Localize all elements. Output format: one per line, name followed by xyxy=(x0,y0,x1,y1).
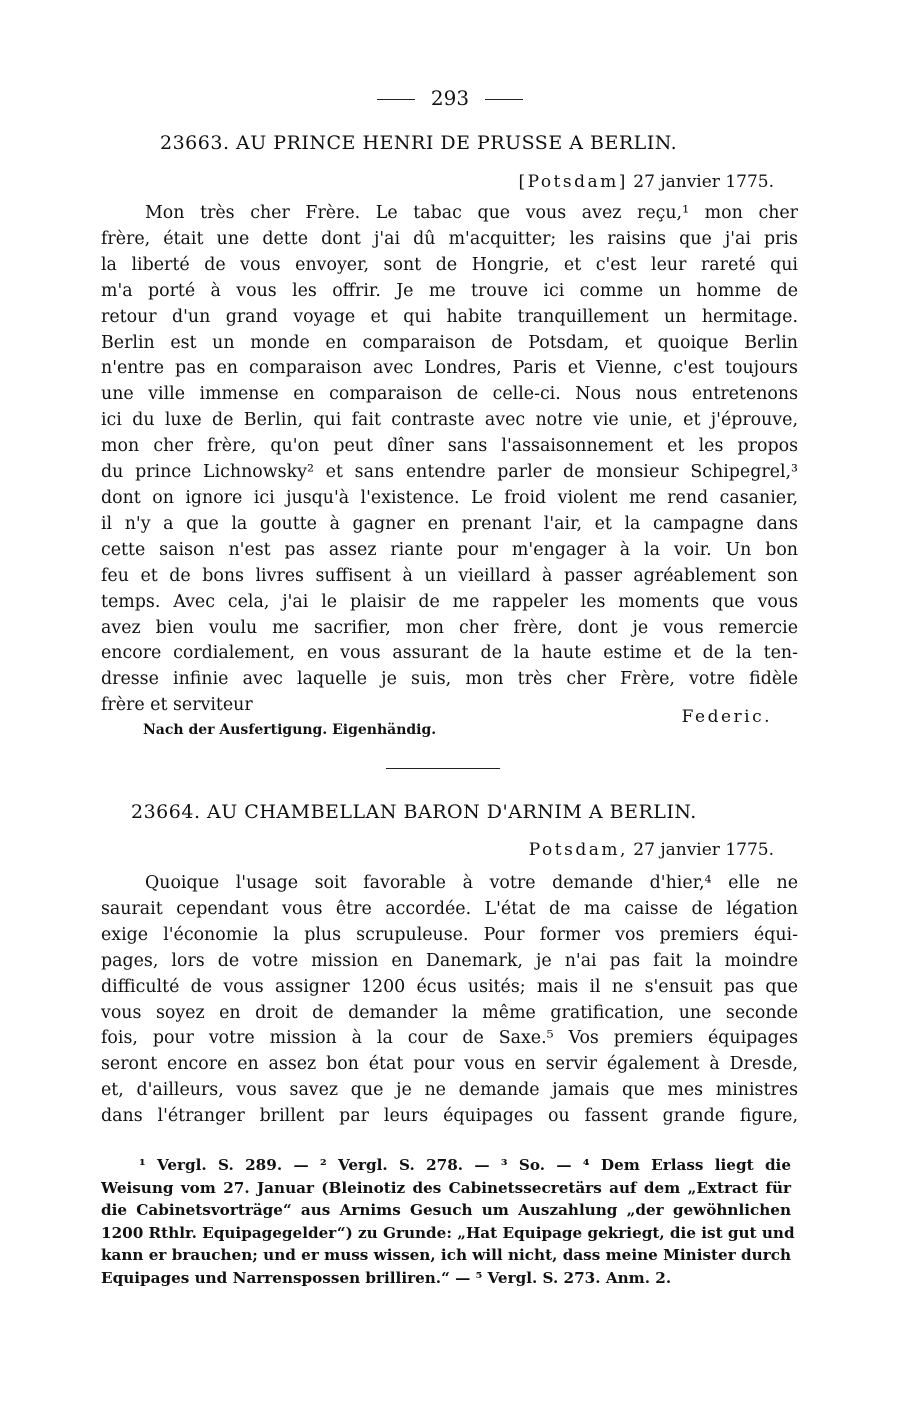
letter-2-text-line: dans l'étranger brillent par leurs équipages ou fassent grande figure, xyxy=(101,1106,798,1127)
letter-2-body xyxy=(101,871,798,1130)
letter-1-text-line: frère et serviteur xyxy=(101,695,253,716)
letter-1-text-line: retour d'un grand voyage et qui habite tranquillement un hermitage. xyxy=(101,306,798,327)
letter-1-text-line: dresse infinie avec laquelle je suis, mon très cher Frère, votre fidèle xyxy=(101,669,798,690)
letter-1-text-line: m'a porté à vous les offrir. Je me trouve ici comme un homme de xyxy=(101,280,798,301)
header-dash-right xyxy=(485,99,523,100)
letter-1-text-line: la liberté de vous envoyer, sont de Hongrie, et c'est leur rareté qui xyxy=(101,254,798,275)
letter-2-place: Potsdam, xyxy=(528,840,628,860)
header-dash-left xyxy=(377,99,415,100)
letter-1-heading: 23663. AU PRINCE HENRI DE PRUSSE A BERLIN. xyxy=(160,132,678,154)
letter-2-text-line: fois, pour votre mission à la cour de Saxe.⁵ Vos premiers équipages xyxy=(101,1028,798,1049)
letter-2-text-line: vous soyez en droit de demander la même gratification, une seconde xyxy=(101,1002,798,1023)
footnote-line: kann er brauchen; und er muss wissen, ich will nicht, dass meine Minister durch xyxy=(101,1246,791,1264)
letter-1-place: [Potsdam] xyxy=(518,172,628,192)
letter-1-source-note: Nach der Ausfertigung. Eigenhändig. xyxy=(143,722,437,738)
letter-1-text-line: temps. Avec cela, j'ai le plaisir de me rappeler les moments que vous xyxy=(101,591,798,612)
letter-1-text-line: Berlin est un monde en comparaison de Potsdam, et quoique Berlin xyxy=(101,332,798,353)
page-number: 293 xyxy=(430,86,470,110)
letter-1-text-line: avez bien voulu me sacrifier, mon cher frère, dont je vous remercie xyxy=(101,617,798,638)
letter-2-text-line: Quoique l'usage soit favorable à votre demande d'hier,⁴ elle ne xyxy=(145,873,798,893)
letter-2-text-line: et, d'ailleurs, vous savez que je ne demande jamais que mes ministres xyxy=(101,1080,798,1101)
letter-2-text-line: exige l'économie la plus scrupuleuse. Pour former vos premiers équi- xyxy=(101,924,798,945)
letter-2-heading: 23664. AU CHAMBELLAN BARON D'ARNIM A BERLIN. xyxy=(131,801,697,823)
letter-1-text-line: Mon très cher Frère. Le tabac que vous avez reçu,¹ mon cher xyxy=(145,203,798,223)
letter-1-text-line: ici du luxe de Berlin, qui fait contraste avec notre vie unie, et j'éprouve, xyxy=(101,410,798,431)
letter-1-signature: Federic. xyxy=(681,707,772,727)
footnotes xyxy=(101,1154,795,1289)
footnote-line: ¹ Vergl. S. 289. — ² Vergl. S. 278. — ³ So. — ⁴ Dem Erlass liegt die xyxy=(139,1156,791,1174)
section-divider xyxy=(386,768,500,769)
page-header xyxy=(0,86,900,110)
footnote-line: 1200 Rthlr. Equipagegelder“) zu Grunde: „Hat Equipage gekriegt, die ist gut und xyxy=(101,1223,795,1242)
letter-1-body xyxy=(101,201,798,719)
letter-1-date: 27 janvier 1775. xyxy=(633,172,774,192)
letter-1-text-line: dont on ignore ici jusqu'à l'existence. Le froid violent me rend casanier, xyxy=(101,487,798,508)
letter-1-text-line: mon cher frère, qu'on peut dîner sans l'assaisonnement et les propos xyxy=(101,436,798,457)
letter-1-text-line: feu et de bons livres suffisent à un vieillard à passer agréablement son xyxy=(101,565,798,586)
letter-1-text-line: il n'y a que la goutte à gagner en prenant l'air, et la campagne dans xyxy=(101,513,798,534)
letter-1-text-line: du prince Lichnowsky² et sans entendre parler de monsieur Schipegrel,³ xyxy=(101,462,798,483)
letter-1-text-line: une ville immense en comparaison de celle-ci. Nous nous entretenons xyxy=(101,384,798,405)
letter-2-dateline xyxy=(529,840,774,860)
letter-2-date: 27 janvier 1775. xyxy=(633,840,774,860)
letter-2-text-line: pages, lors de votre mission en Danemark, je n'ai pas fait la moindre xyxy=(101,950,798,971)
letter-2-text-line: difficulté de vous assigner 1200 écus usités; mais il ne s'ensuit pas que xyxy=(101,976,798,997)
letter-1-text-line: frère, était une dette dont j'ai dû m'acquitter; les raisins que j'ai pris xyxy=(101,228,798,249)
letter-1-text-line: cette saison n'est pas assez riante pour m'engager à la voir. Un bon xyxy=(101,539,798,560)
letter-1-dateline xyxy=(518,172,774,192)
letter-1-text-line: n'entre pas en comparaison avec Londres, Paris et Vienne, c'est toujours xyxy=(101,358,798,379)
letter-2-text-line: saurait cependant vous être accordée. L'état de ma caisse de légation xyxy=(101,898,798,919)
footnote-line: die Cabinetsvorträge“ aus Arnims Gesuch um Auszahlung „der gewöhnlichen xyxy=(101,1201,791,1219)
footnote-line: Weisung vom 27. Januar (Bleinotiz des Cabinetssecretärs auf dem „Extract für xyxy=(101,1178,791,1197)
footnote-line: Equipages und Narrenspossen brilliren.“ — ⁵ Vergl. S. 273. Anm. 2. xyxy=(101,1268,672,1287)
letter-1-text-line: encore cordialement, en vous assurant de la haute estime et de la ten- xyxy=(101,643,798,664)
letter-2-text-line: seront encore en assez bon état pour vous en servir également à Dresde, xyxy=(101,1054,798,1075)
